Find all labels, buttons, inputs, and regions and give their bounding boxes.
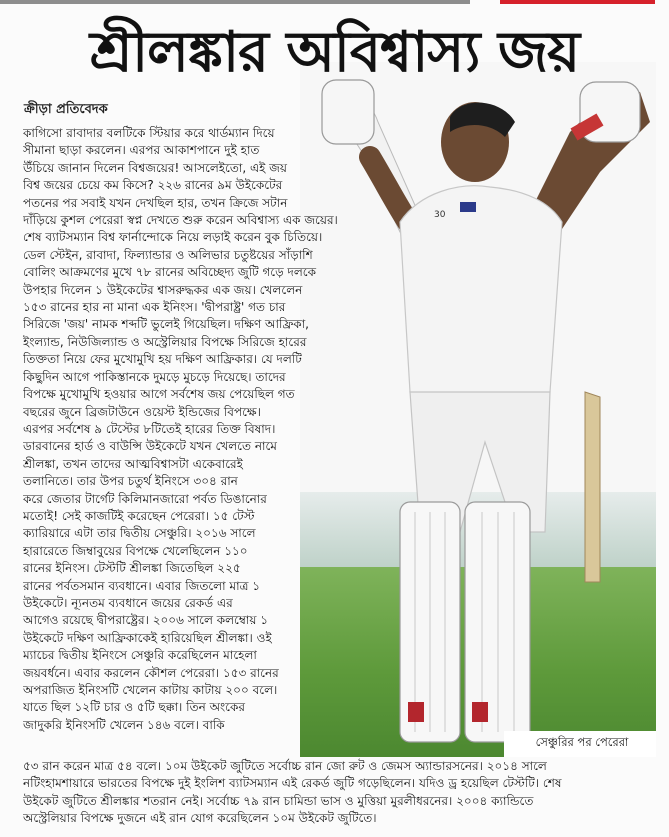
article-footer (23, 758, 648, 828)
player-shirt (400, 186, 562, 403)
headline: শ্রীলঙ্কার অবিশ্বাস্য জয় (89, 20, 580, 85)
body-line: সিরিজে 'জয়' নামক শব্দটি ভুলেই গিয়েছিল। দক্ষিণ আফ্রিকা, (23, 317, 309, 332)
cricketer-figure (300, 62, 656, 757)
footer-line: অস্ট্রেলিয়ার বিপক্ষে দুজনে এই রান যোগ করেছিলেন ১০ম উইকেট জুটিতে। (23, 811, 377, 826)
body-line: দাঁড়িয়ে কুশল পেরেরা স্বপ্ন দেখতে শুরু করেন অবিশ্বাস্য এক জয়ের। (23, 213, 338, 228)
body-line: ডারবানের হার্ড ও বাউন্সি উইকেটে যখন খেলতে নামে (23, 439, 277, 454)
body-line: ডেল স্টেইন, রাবাদা, ফিল্যান্ডার ও অলিভার চতুষ্টয়ের সাঁড়াশি (23, 247, 313, 262)
footer-line: ৫৩ রান করেন মাত্র ৫৪ বলে। ১০ম উইকেট জুটিতে সর্বোচ্চ রান জো রুট ও জেমস অ্যান্ডারসনের। ২০১৪ সালে (23, 759, 547, 773)
body-line: যাতে ছিল ১২টি চার ও ৫টি ছক্কা। তিন অংকের (23, 700, 245, 715)
body-line: কাগিসো রাবাদার বলটিকে স্টিয়ার করে থার্ডম্যান দিয়ে (23, 126, 275, 140)
svg-text:30: 30 (434, 210, 446, 220)
body-line: তিক্ততা নিয়ে ফের মুখোমুখি হয় দক্ষিণ আফ্রিকার। যে দলটি (23, 352, 302, 367)
body-line: রানের ইনিংস। টেস্টটি শ্রীলঙ্কা জিতেছিল ২২৫ (23, 561, 241, 576)
body-line: বিশ্ব জয়ের চেয়ে কম কিসে? ২২৬ রানের ৯ম উইকেটের (23, 178, 283, 193)
body-line: তলানিতে। তার উপর চতুর্থ ইনিংসে ৩০৪ রান (23, 474, 238, 489)
body-line: উঁচিয়ে জানান দিলেন বিশ্বজয়ের! আসলেইতো, এই জয় (23, 160, 287, 175)
body-line: উইকেটে দক্ষিণ আফ্রিকাকেই হারিয়েছিল শ্রীলঙ্কা। ওই (23, 630, 272, 645)
body-line: ১৫৩ রানের হার না মানা এক ইনিংস। 'দ্বীপরাষ্ট্র' গত চার (23, 300, 286, 315)
body-line: অপরাজিত ইনিংসটি খেলেন কাটায় কাটায় ২০০ বলে। (23, 683, 278, 697)
body-line: বিপক্ষে মুখোমুখি হওয়ার আগে সর্বশেষ জয় পেয়েছিল গত (23, 387, 295, 402)
body-line: সীমানা ছাড়া করলেন। এরপর আকাশপানে দুই হাত (23, 143, 260, 158)
top-rule (0, 0, 669, 8)
photo-caption: সেঞ্চুরির পর পেরেরা (535, 735, 629, 749)
body-line: শ্রীলঙ্কা, তখন তাদের আত্মবিশ্বাসটা একেবারেই (23, 456, 243, 471)
body-line: ক্যারিয়ারে এটা তার দ্বিতীয় সেঞ্চুরি। ২০১৬ সালে (23, 526, 256, 541)
body-line: পতনের পর সবাই যখন দেখছিল হার, তখন ক্রিজে সটান (23, 195, 288, 210)
body-line: ম্যাচের দ্বিতীয় ইনিংসে সেঞ্চুরি করেছিলেন মাহেলা (23, 648, 257, 663)
body-line: মতোই! সেই কাজটিই করেছেন পেরেরা। ১৫ টেস্ট (23, 508, 255, 523)
body-line: শেষ ব্যাটসম্যান বিশ্ব ফার্নান্দোকে নিয়ে লড়াই করেন বুক চিতিয়ে। (23, 230, 323, 245)
body-line: করে জেতার টার্গেট কিলিমানজারো পর্বত ডিঙানোর (23, 491, 267, 506)
body-line: বোলিং আক্রমণের মুখে ৭৮ রানের অবিচ্ছেদ্য জুটি গড়ে দলকে (23, 265, 316, 280)
cricket-bat-icon (585, 392, 600, 582)
body-line: ইংল্যান্ড, নিউজিল্যান্ড ও অস্ট্রেলিয়ার বিপক্ষে সিরিজে হারের (23, 334, 307, 349)
body-line: উইকেটে। ন্যূনতম ব্যবধানে জয়ের রেকর্ড এর (23, 595, 233, 610)
body-line: আগেও রয়েছে দ্বীপরাষ্ট্রের। ২০০৬ সালে কলম্বোয় ১ (23, 613, 269, 628)
body-line: উপহার দিলেন ১ উইকেটের শ্বাসরুদ্ধকর এক জয়। খেললেন (23, 282, 303, 297)
footer-line: নটিংহামশায়ারে ভারতের বিপক্ষে দুই ইংলিশ ব্যাটসম্যান এই রেকর্ড জুটি গড়েছিলেন। যদিও ড্র হয়েছিল টেস্টটি। শেষ (23, 776, 562, 791)
cricketer-photo (300, 62, 656, 757)
body-line: জাদুকরি ইনিংসটি খেলেন ১৪৬ বলে। বাকি (23, 717, 225, 732)
footer-line: উইকেট জুটিতে শ্রীলঙ্কার শতরান নেই। সর্বোচ্চ ৭৯ রান চামিন্ডা ভাস ও মুত্তিয়া মুরলীধরনের। ২০০৪ ক্যান্ডিতে (23, 793, 534, 808)
body-line: বছরের জুনে ব্রিজটাউনে ওয়েস্ট ইন্ডিজের বিপক্ষে। (23, 404, 261, 419)
body-line: রানের পর্বতসমান ব্যবধানে। এবার জিতলো মাত্র ১ (23, 578, 260, 593)
top-rule-grey (0, 0, 470, 4)
body-line: হারারেতে জিম্বাবুয়ের বিপক্ষে খেলেছিলেন ১১০ (23, 543, 248, 558)
body-line: এরপর সর্বশেষ ৯ টেস্টের ৮টিতেই হারের তিক্ত বিষাদ। (23, 421, 276, 436)
article-body (23, 125, 338, 734)
body-line: জয়বর্ধনে। এবার করলেন কৌশল পেরেরা। ১৫৩ রানের (23, 665, 279, 680)
body-line: কিছুদিন আগে পাকিস্তানকে দুমড়ে মুচড়ে দিয়েছে। তাদের (23, 369, 286, 384)
byline: ক্রীড়া প্রতিবেদক (24, 102, 108, 117)
top-rule-red (500, 0, 655, 4)
